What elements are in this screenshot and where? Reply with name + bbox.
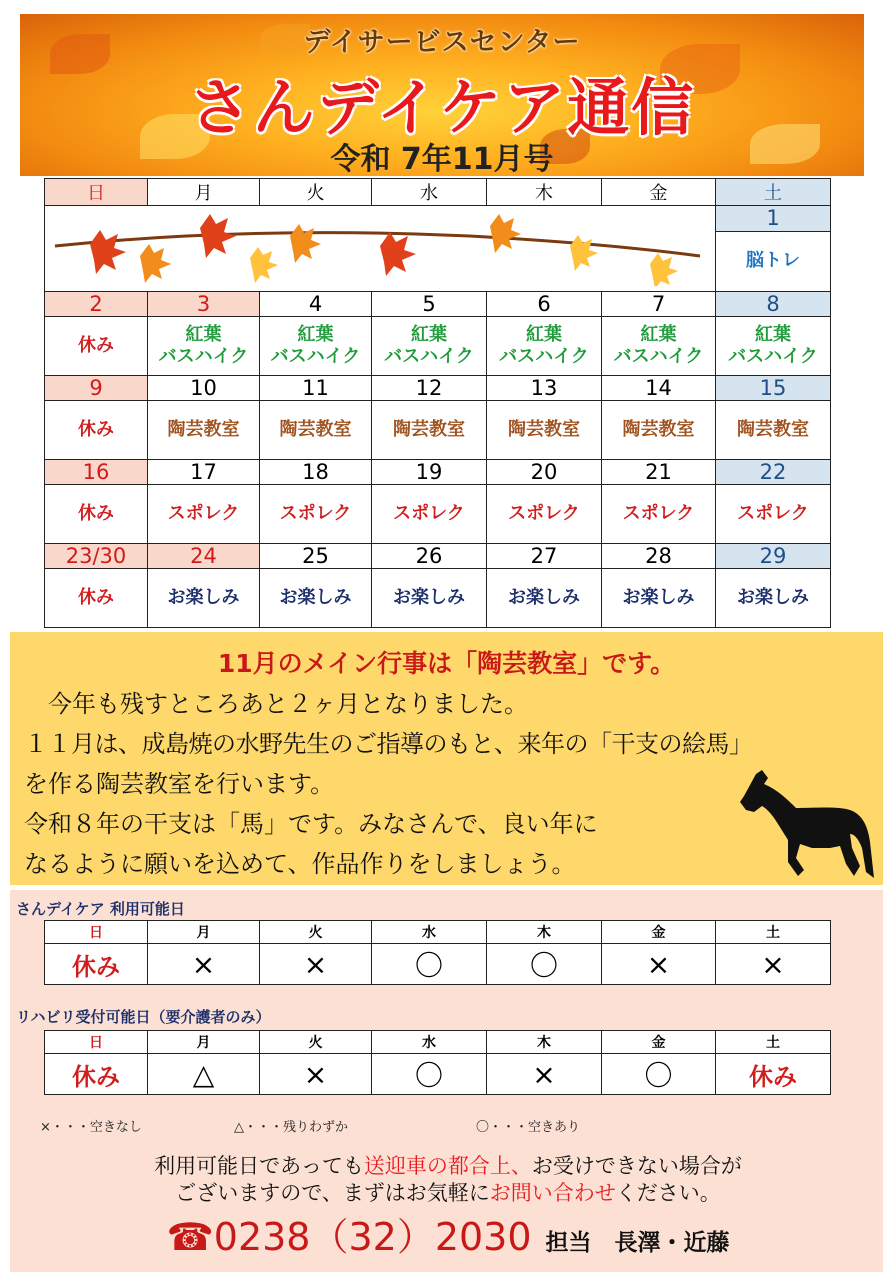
notice-text: お受けできない場合が [531, 1154, 742, 1178]
activity-line: 紅葉 [526, 324, 562, 345]
activity-cell [372, 317, 487, 376]
activity-row [45, 317, 831, 376]
day-cell: 木 [487, 1031, 602, 1054]
weekday-thu: 木 [487, 179, 602, 206]
day-cell: 金 [602, 921, 716, 944]
date-cell: 16 [45, 460, 148, 485]
notice-line-1 [0, 1150, 896, 1180]
availability-cell: 休み [45, 944, 148, 985]
activity-row [45, 485, 831, 544]
availability-cell: × [487, 1054, 602, 1095]
activity-cell [260, 317, 372, 376]
rehab-availability-table [44, 1030, 831, 1095]
activity-cell: お楽しみ [372, 569, 487, 628]
event-line: １１月は、成島焼の水野先生のご指導のもと、来年の「干支の絵馬」 [24, 730, 753, 758]
date-cell: 10 [148, 376, 260, 401]
activity-line: バスハイク [158, 346, 249, 367]
weekday-tue: 火 [260, 179, 372, 206]
date-cell: 1 [716, 206, 831, 232]
availability-cell: × [148, 944, 260, 985]
rehab-availability-label: リハビリ受付可能日（要介護者のみ） [16, 1008, 271, 1026]
date-cell: 5 [372, 292, 487, 317]
legend-available: 〇・・・空きあり [476, 1120, 581, 1135]
day-cell: 火 [260, 921, 372, 944]
activity-line: 紅葉 [185, 324, 222, 345]
availability-cell: × [602, 944, 716, 985]
closed-cell: 休み [45, 485, 148, 544]
activity-cell [716, 317, 831, 376]
date-row [45, 376, 831, 401]
activity-cell [148, 317, 260, 376]
date-cell: 25 [260, 544, 372, 569]
date-row [45, 460, 831, 485]
availability-cell: 〇 [487, 944, 602, 985]
activity-cell: お楽しみ [602, 569, 716, 628]
activity-cell: 陶芸教室 [148, 401, 260, 460]
event-line: 今年も残すところあと２ヶ月となりました。 [24, 690, 528, 718]
day-cell: 水 [372, 921, 487, 944]
activity-cell: 陶芸教室 [487, 401, 602, 460]
notice-line-2 [0, 1177, 896, 1207]
activity-cell: スポレク [716, 485, 831, 544]
notice-text: ございますので、まずはお気軽に [175, 1181, 490, 1205]
availability-value-row [45, 1054, 831, 1095]
event-line: を作る陶芸教室を行います。 [24, 770, 335, 798]
activity-cell: お楽しみ [716, 569, 831, 628]
date-cell: 28 [602, 544, 716, 569]
activity-line: バスハイク [613, 346, 704, 367]
notice-text: ください。 [615, 1181, 721, 1205]
date-cell: 14 [602, 376, 716, 401]
activity-cell: 陶芸教室 [602, 401, 716, 460]
weekday-header-row [45, 179, 831, 206]
event-line: なるように願いを込めて、作品作りをしましょう。 [24, 850, 576, 878]
availability-cell: 休み [716, 1054, 831, 1095]
date-cell: 6 [487, 292, 602, 317]
day-cell: 水 [372, 1031, 487, 1054]
main-event-section [10, 632, 883, 885]
activity-row [45, 569, 831, 628]
activity-line: バスハイク [499, 346, 589, 367]
day-cell: 金 [602, 1031, 716, 1054]
closed-cell: 休み [45, 317, 148, 376]
header-banner [20, 14, 864, 176]
date-cell: 2 [45, 292, 148, 317]
activity-cell: お楽しみ [260, 569, 372, 628]
event-title: 11月のメイン行事は「陶芸教室」です。 [217, 649, 676, 678]
header-subtitle: デイサービスセンター [303, 27, 581, 58]
horse-silhouette-icon [734, 768, 874, 880]
notice-highlight: お問い合わせ [489, 1181, 616, 1205]
weekday-sun: 日 [45, 179, 148, 206]
closed-cell: 休み [45, 569, 148, 628]
availability-cell: 〇 [372, 944, 487, 985]
date-cell: 17 [148, 460, 260, 485]
day-cell: 土 [716, 1031, 831, 1054]
date-cell: 23/30 [45, 544, 148, 569]
activity-cell: スポレク [148, 485, 260, 544]
activity-cell [602, 317, 716, 376]
availability-cell: × [260, 1054, 372, 1095]
closed-cell: 休み [45, 401, 148, 460]
date-row [45, 544, 831, 569]
activity-cell: スポレク [372, 485, 487, 544]
activity-line: 紅葉 [640, 324, 677, 345]
weekday-mon: 月 [148, 179, 260, 206]
activity-line: バスハイク [384, 346, 474, 367]
contact-line [0, 1206, 896, 1261]
calendar-table [44, 178, 831, 628]
date-cell: 21 [602, 460, 716, 485]
daycare-availability-table [44, 920, 831, 985]
date-cell: 12 [372, 376, 487, 401]
availability-cell: 〇 [602, 1054, 716, 1095]
day-cell: 火 [260, 1031, 372, 1054]
activity-cell [487, 317, 602, 376]
date-cell: 18 [260, 460, 372, 485]
activity-cell: スポレク [260, 485, 372, 544]
legend-none: ×・・・空きなし [40, 1120, 142, 1135]
availability-value-row [45, 944, 831, 985]
weekday-wed: 水 [372, 179, 487, 206]
activity-line: 紅葉 [297, 324, 334, 345]
day-cell: 木 [487, 921, 602, 944]
availability-cell: △ [148, 1054, 260, 1095]
activity-line: バスハイク [728, 346, 818, 367]
event-line: 令和８年の干支は「馬」です。みなさんで、良い年に [24, 810, 598, 838]
availability-cell: × [260, 944, 372, 985]
availability-cell: × [716, 944, 831, 985]
date-cell: 26 [372, 544, 487, 569]
daycare-availability-label: さんデイケア 利用可能日 [16, 900, 185, 918]
availability-header-row [45, 921, 831, 944]
activity-cell: 陶芸教室 [372, 401, 487, 460]
activity-cell: お楽しみ [148, 569, 260, 628]
date-cell: 15 [716, 376, 831, 401]
weekday-sat: 土 [716, 179, 831, 206]
date-cell: 22 [716, 460, 831, 485]
date-cell: 29 [716, 544, 831, 569]
contact-persons: 担当 長澤・近藤 [545, 1230, 730, 1256]
phone-number: ☎0238（32）2030 [166, 1215, 532, 1259]
weekday-fri: 金 [602, 179, 716, 206]
date-cell: 9 [45, 376, 148, 401]
newsletter-title: さんデイケア通信 [188, 71, 696, 144]
date-cell: 8 [716, 292, 831, 317]
date-cell: 24 [148, 544, 260, 569]
availability-header-row [45, 1031, 831, 1054]
autumn-leaves-image [45, 206, 716, 292]
activity-cell: 陶芸教室 [260, 401, 372, 460]
legend-few: △・・・残りわずか [234, 1120, 348, 1135]
date-cell: 13 [487, 376, 602, 401]
date-cell: 4 [260, 292, 372, 317]
date-cell: 19 [372, 460, 487, 485]
day-cell: 月 [148, 1031, 260, 1054]
activity-cell: スポレク [602, 485, 716, 544]
date-cell: 7 [602, 292, 716, 317]
date-cell: 11 [260, 376, 372, 401]
activity-line: バスハイク [270, 346, 361, 367]
activity-cell: 脳トレ [716, 231, 831, 291]
activity-line: 紅葉 [411, 324, 447, 345]
activity-line: 紅葉 [755, 324, 791, 345]
notice-highlight: 送迎車の都合上、 [363, 1154, 532, 1178]
day-cell: 月 [148, 921, 260, 944]
date-cell: 20 [487, 460, 602, 485]
date-row [45, 206, 831, 232]
availability-cell: 休み [45, 1054, 148, 1095]
day-cell: 日 [45, 1031, 148, 1054]
issue-label: 令和 7年11月号 [330, 142, 554, 176]
day-cell: 土 [716, 921, 831, 944]
notice-text: 利用可能日であっても [154, 1154, 364, 1178]
activity-cell: スポレク [487, 485, 602, 544]
availability-cell: 〇 [372, 1054, 487, 1095]
activity-cell: お楽しみ [487, 569, 602, 628]
date-cell: 3 [148, 292, 260, 317]
date-cell: 27 [487, 544, 602, 569]
day-cell: 日 [45, 921, 148, 944]
date-row [45, 292, 831, 317]
activity-cell: 陶芸教室 [716, 401, 831, 460]
activity-row [45, 401, 831, 460]
maple-branch-illustration [50, 206, 710, 286]
